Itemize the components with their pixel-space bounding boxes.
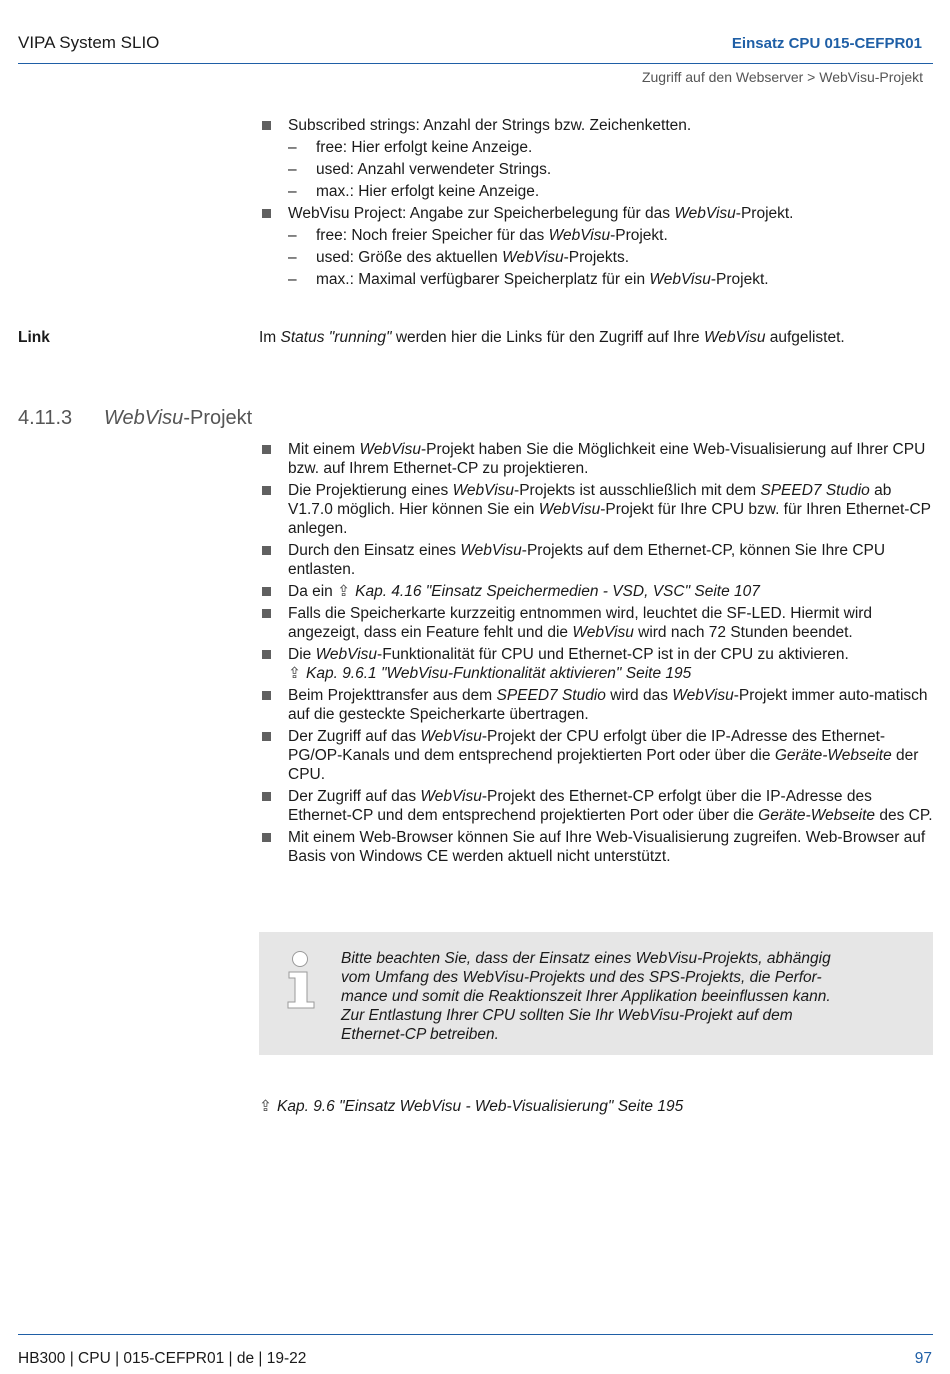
- chapter-link[interactable]: ⇪ Kap. 9.6.1 "WebVisu-Funktionalität aktivieren" Seite 195: [288, 665, 692, 682]
- footer-divider: [18, 1334, 933, 1335]
- link-arrow-icon: ⇪: [259, 1098, 272, 1115]
- sub-list-item: – free: Hier erfolgt keine Anzeige.: [288, 139, 533, 156]
- list-item: Die WebVisu-Funktionalität für CPU und Ethernet-CP ist in der CPU zu aktivieren. ⇪ Kap. 9.6.1 "WebVisu-Funktionalität aktivieren" Seite 195: [259, 645, 933, 683]
- memory-info-list: [259, 116, 933, 292]
- dash-marker: –: [288, 227, 297, 244]
- bullet-square-icon: [262, 121, 271, 130]
- sub-list-item: – used: Anzahl verwendeter Strings.: [288, 161, 552, 178]
- link-arrow-icon: ⇪: [288, 665, 301, 682]
- document-title: VIPA System SLIO: [18, 33, 160, 52]
- dash-marker: –: [288, 271, 297, 288]
- bullet-square-icon: [262, 609, 271, 618]
- bullet-square-icon: [262, 792, 271, 801]
- link-arrow-icon: ⇪: [337, 583, 351, 600]
- list-item: Durch den Einsatz eines WebVisu-Projekts auf dem Ethernet-CP, können Sie Ihre CPU entlasten.: [259, 541, 933, 579]
- link-description: Im Status "running" werden hier die Links für den Zugriff auf Ihre WebVisu aufgelistet.: [259, 329, 845, 346]
- bullet-square-icon: [262, 445, 271, 454]
- list-item: Die Projektierung eines WebVisu-Projekts ist ausschließlich mit dem SPEED7 Studio ab V1.7.0 möglich. Hier können Sie ein WebVisu-Projekt für Ihre CPU bzw. für Ihren Ethernet-CP anlegen.: [259, 481, 933, 538]
- info-icon: [283, 950, 319, 1012]
- sub-list-item: – max.: Maximal verfügbarer Speicherplatz für ein WebVisu-Projekt.: [288, 271, 769, 288]
- bullet-square-icon: [262, 209, 271, 218]
- dash-marker: –: [288, 183, 297, 200]
- list-item: Da ein ⇪ Kap. 4.16 "Einsatz Speichermedien - VSD, VSC" Seite 107: [259, 582, 933, 601]
- bullet-square-icon: [262, 833, 271, 842]
- note-text: Bitte beachten Sie, dass der Einsatz eines WebVisu-Projekts, abhängig vom Umfang des WebVisu-Projekts und des SPS-Projekts, die Perfor- mance und somit die Reaktionszeit Ihrer Applikation beeinflussen kann. Zur Entlastung Ihrer CPU sollten Sie Ihr WebVisu-Projekt auf dem Ethernet-CP betreiben.: [341, 950, 831, 1043]
- bullet-square-icon: [262, 650, 271, 659]
- bullet-square-icon: [262, 691, 271, 700]
- section-title: WebVisu-Projekt: [104, 407, 253, 429]
- bullet-square-icon: [262, 486, 271, 495]
- list-item: WebVisu Project: Angabe zur Speicherbelegung für das WebVisu-Projekt.: [259, 204, 933, 223]
- list-item: Beim Projekttransfer aus dem SPEED7 Studio wird das WebVisu-Projekt immer auto-matisch auf die gesteckte Speicherkarte übertragen.: [259, 686, 933, 724]
- page-number: 97: [914, 1350, 932, 1367]
- bullet-square-icon: [262, 732, 271, 741]
- dash-marker: –: [288, 161, 297, 178]
- breadcrumb: Zugriff auf den Webserver > WebVisu-Projekt: [641, 69, 923, 85]
- info-note: [259, 932, 933, 1055]
- section-number: 4.11.3: [18, 407, 73, 429]
- list-item: Mit einem WebVisu-Projekt haben Sie die Möglichkeit eine Web-Visualisierung auf Ihrer CPU bzw. auf Ihrem Ethernet-CP zu projektieren.: [259, 440, 933, 478]
- sub-list-item: – used: Größe des aktuellen WebVisu-Projekts.: [288, 249, 630, 266]
- sub-list-item: – max.: Hier erfolgt keine Anzeige.: [288, 183, 540, 200]
- bullet-square-icon: [262, 587, 271, 596]
- webvisu-info-list: [259, 440, 933, 869]
- chapter-title: Einsatz CPU 015-CEFPR01: [731, 35, 922, 52]
- sub-list-item: – free: Noch freier Speicher für das WebVisu-Projekt.: [288, 227, 668, 244]
- bullet-square-icon: [262, 546, 271, 555]
- dash-marker: –: [288, 249, 297, 266]
- footer-document-info: HB300 | CPU | 015-CEFPR01 | de | 19-22: [18, 1350, 307, 1367]
- list-item: Mit einem Web-Browser können Sie auf Ihre Web-Visualisierung zugreifen. Web-Browser auf Basis von Windows CE werden aktuell nicht unterstützt.: [259, 828, 933, 866]
- list-item: Falls die Speicherkarte kurzzeitig entnommen wird, leuchtet die SF-LED. Hiermit wird angezeigt, dass ein Feature fehlt und die WebVisu wird nach 72 Stunden beendet.: [259, 604, 933, 642]
- list-item: Der Zugriff auf das WebVisu-Projekt des Ethernet-CP erfolgt über die IP-Adresse des Ethernet-CP und dem entsprechend projektierten Port oder über die Geräte-Webseite des CP.: [259, 787, 933, 825]
- reference-link[interactable]: ⇪ Kap. 9.6 "Einsatz WebVisu - Web-Visualisierung" Seite 195: [259, 1098, 684, 1115]
- list-item: Subscribed strings: Anzahl der Strings bzw. Zeichenketten.: [259, 116, 933, 135]
- link-label: Link: [18, 329, 50, 346]
- chapter-link[interactable]: ⇪ Kap. 4.16 "Einsatz Speichermedien - VSD, VSC" Seite 107: [337, 583, 760, 600]
- list-item: Der Zugriff auf das WebVisu-Projekt der CPU erfolgt über die IP-Adresse des Ethernet-PG/OP-Kanals und dem entsprechend projektierten Port oder über die Geräte-Webseite der CPU.: [259, 727, 933, 784]
- dash-marker: –: [288, 139, 297, 156]
- header-divider: [18, 63, 933, 64]
